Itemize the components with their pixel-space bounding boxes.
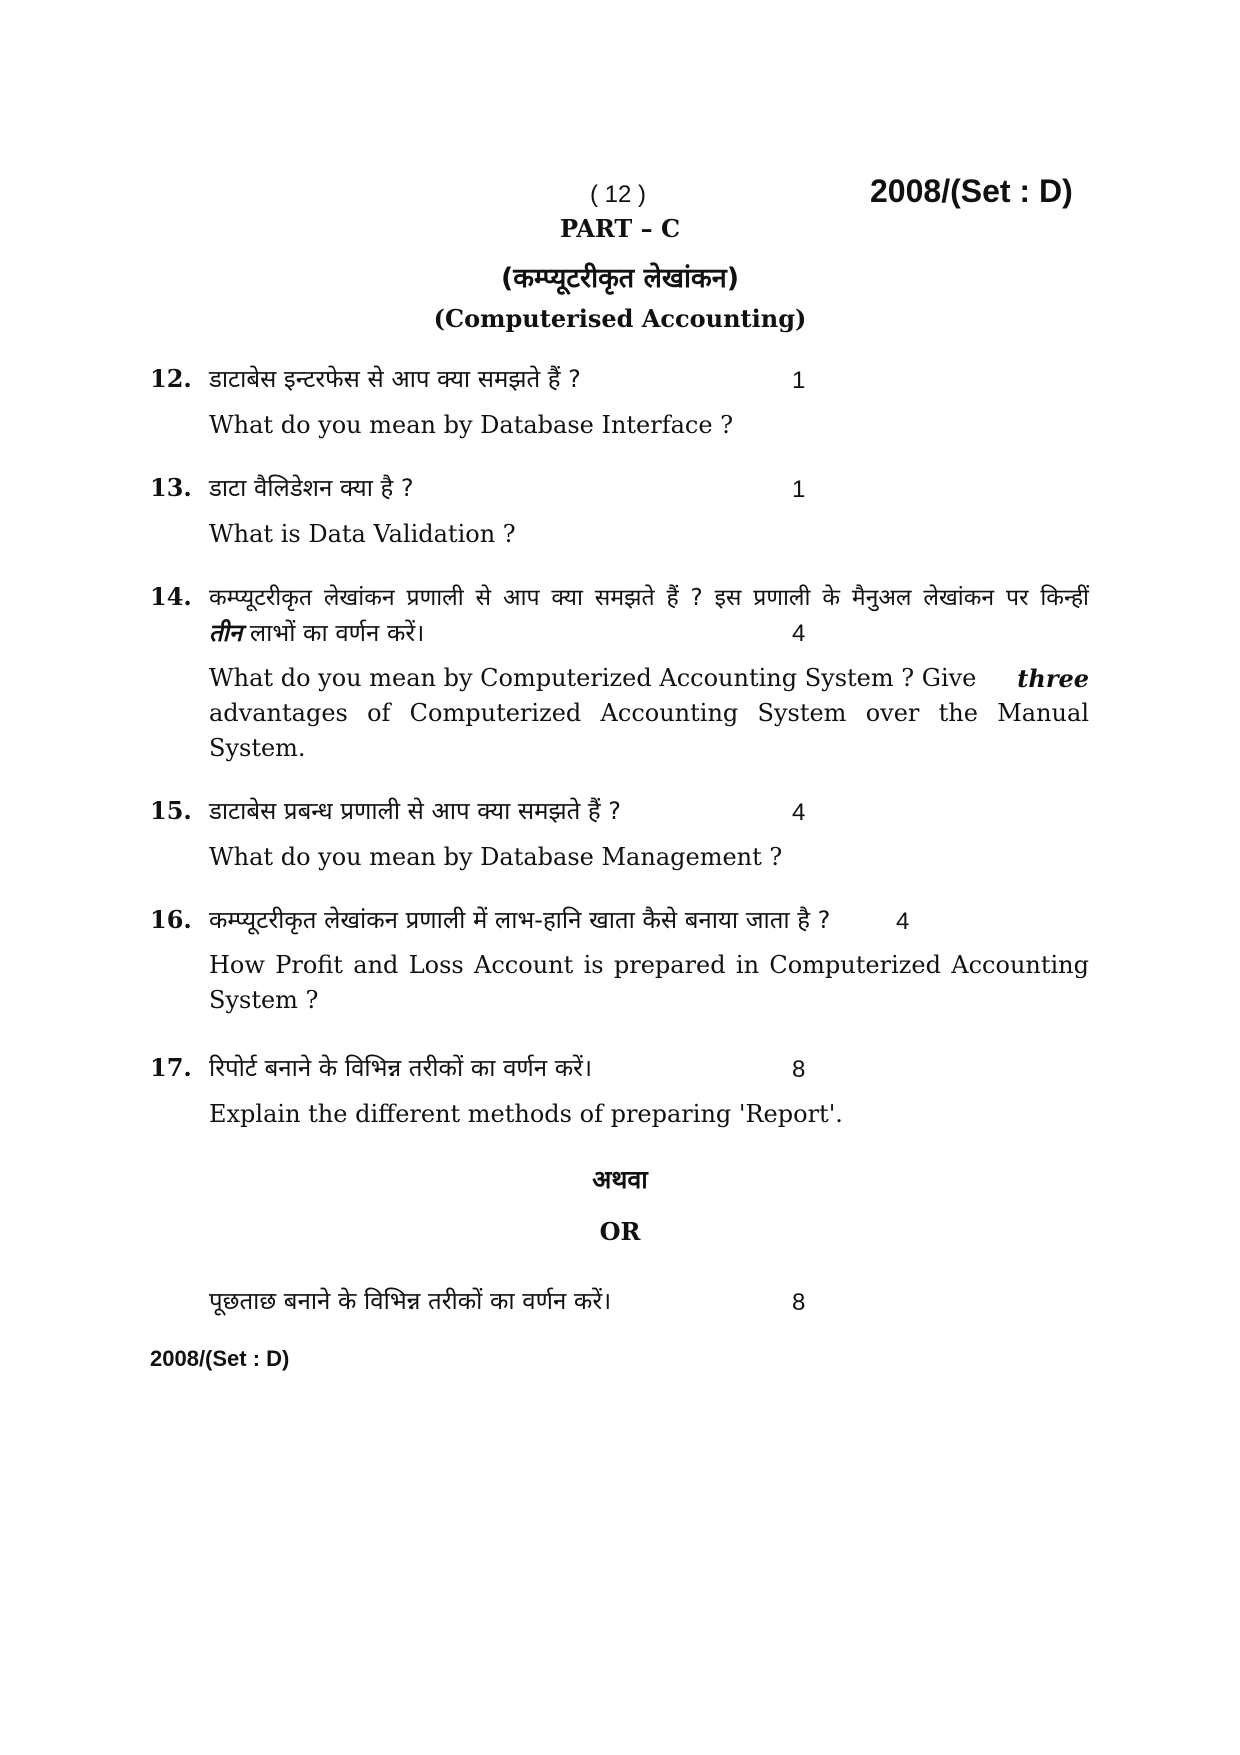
or-hindi: अथवा — [592, 1165, 648, 1194]
question-number: 16. — [150, 905, 192, 934]
set-label-footer: 2008/(Set : D) — [150, 1346, 290, 1371]
question-english-line2: System ? — [209, 986, 319, 1014]
question-hindi: रिपोर्ट बनाने के विभिन्न तरीकों का वर्णन करें। — [209, 1054, 593, 1082]
alternative-question-hindi: पूछताछ बनाने के विभिन्न तरीकों का वर्णन करें। — [209, 1287, 612, 1315]
emphasis-word: तीन — [209, 619, 243, 647]
question-hindi: डाटाबेस प्रबन्ध प्रणाली से आप क्या समझते हैं ? — [209, 797, 622, 825]
question-number: 14. — [150, 582, 192, 611]
question-hindi: डाटा वैलिडेशन क्या है ? — [209, 474, 414, 502]
question-english: What is Data Validation ? — [209, 520, 516, 548]
question-english-line2: advantages of Computerized Accounting System over the Manual — [209, 699, 1089, 727]
question-english: Explain the different methods of preparing 'Report'. — [209, 1100, 843, 1128]
question-english: What do you mean by Database Management ? — [209, 843, 783, 871]
question-number: 17. — [150, 1053, 192, 1082]
page-number: ( 12 ) — [590, 181, 647, 208]
question-hindi: कम्प्यूटरीकृत लेखांकन प्रणाली से आप क्या समझते हैं ? इस प्रणाली के मैनुअल लेखांकन पर किन्हीं — [209, 585, 1089, 611]
question-english-text: What do you mean by Computerized Accounting System ? Give — [209, 664, 977, 692]
question-marks: 4 — [792, 620, 806, 647]
question-hindi-line2 — [209, 616, 424, 649]
set-label-header: 2008/(Set : D) — [870, 173, 1073, 209]
question-marks: 1 — [792, 476, 806, 503]
emphasis-word: three — [1017, 664, 1089, 693]
question-english-line1: How Profit and Loss Account is prepared in Computerized Accounting — [209, 951, 1089, 979]
question-hindi: कम्प्यूटरीकृत लेखांकन प्रणाली में लाभ-हानि खाता कैसे बनाया जाता है ? — [209, 906, 831, 934]
question-marks: 4 — [792, 799, 806, 826]
question-hindi-rest: लाभों का वर्णन करें। — [242, 619, 425, 647]
section-title-english: (Computerised Accounting) — [433, 304, 807, 333]
question-hindi: डाटाबेस इन्टरफेस से आप क्या समझते हैं ? — [209, 365, 581, 393]
question-english-line1 — [209, 664, 1089, 693]
or-english: OR — [599, 1217, 641, 1246]
alternative-question-marks: 8 — [792, 1289, 806, 1316]
question-english: What do you mean by Database Interface ? — [209, 411, 734, 439]
section-title-hindi: (कम्प्यूटरीकृत लेखांकन) — [500, 263, 740, 294]
question-marks: 1 — [792, 367, 806, 394]
part-heading: PART – C — [559, 214, 681, 243]
question-marks: 8 — [792, 1056, 806, 1083]
question-number: 12. — [150, 364, 192, 393]
question-number: 13. — [150, 473, 192, 502]
question-marks: 4 — [896, 908, 910, 935]
question-english-line3: System. — [209, 734, 306, 762]
question-number: 15. — [150, 796, 192, 825]
